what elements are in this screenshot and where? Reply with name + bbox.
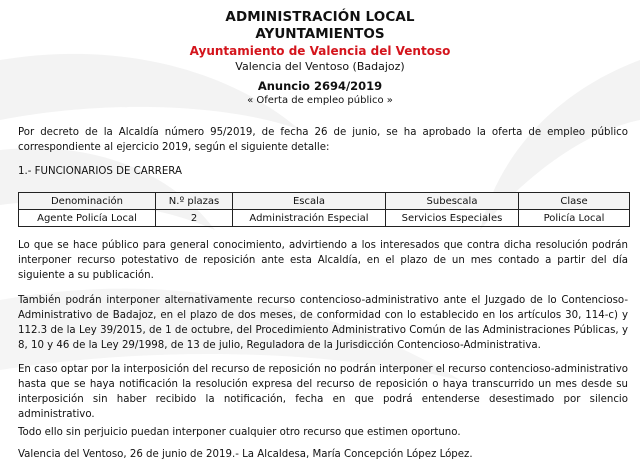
section-heading: 1.- FUNCIONARIOS DE CARRERA	[18, 166, 182, 177]
council-location: Valencia del Ventoso (Badajoz)	[235, 60, 405, 73]
positions-table	[18, 192, 630, 227]
section-title: AYUNTAMIENTOS	[255, 26, 385, 42]
col-header-subescala: Subescala	[386, 193, 519, 210]
cell-plazas: 2	[156, 210, 233, 227]
announcement-number: Anuncio 2694/2019	[257, 79, 383, 93]
admin-title: ADMINISTRACIÓN LOCAL	[225, 9, 415, 25]
cell-clase: Policía Local	[519, 210, 630, 227]
col-header-plazas: N.º plazas	[156, 193, 233, 210]
paragraph-decree: Por decreto de la Alcaldía número 95/2019, de fecha 26 de junio, se ha aprobado la oferta de empleo público correspondiente al ejercicio 2019, según el siguiente detalle:	[18, 127, 628, 153]
cell-denominacion: Agente Policía Local	[19, 210, 156, 227]
announcement-subtitle: « Oferta de empleo público »	[247, 95, 393, 106]
council-name: Ayuntamiento de Valencia del Ventoso	[189, 44, 451, 58]
cell-subescala: Servicios Especiales	[386, 210, 519, 227]
paragraph-contentious: También podrán interponer alternativamente recurso contencioso-administrativo ante el Juzgado de lo Contencioso-Administrativo de Badajoz, en el plazo de dos meses, de conformidad con lo establecido en los artículos 30, 114-c) y 112.3 de la Ley 39/2015, de 1 de octubre, del Procedimiento Administrativo Común de las Administraciones Públicas, y 8, 10 y 46 de la Ley 29/1998, de 13 de julio, Reguladora de la Jurisdicción Contencioso-Administrativa.	[18, 295, 628, 351]
paragraph-reposition: Lo que se hace público para general conocimiento, advirtiendo a los interesados que contra dicha resolución podrán interponer recurso potestativo de reposición ante esta Alcaldía, en el plazo de un mes contado a partir del día siguiente a su publicación.	[18, 240, 628, 281]
paragraph-silence: En caso optar por la interposición del recurso de reposición no podrán interponer el recurso contencioso-administrativo hasta que se haya notificación la resolución expresa del recurso de reposición o haya transcurrido un mes desde su interposición sin haber recibido la notificación, fecha en que podrá entenderse desestimado por silencio administrativo.	[18, 364, 629, 420]
col-header-denominacion: Denominación	[19, 193, 156, 210]
table-row	[19, 210, 630, 227]
col-header-escala: Escala	[233, 193, 386, 210]
table-header-row	[19, 193, 630, 210]
col-header-clase: Clase	[519, 193, 630, 210]
cell-escala: Administración Especial	[233, 210, 386, 227]
paragraph-other-remedies: Todo ello sin perjuicio puedan interponer cualquier otro recurso que estimen oportuno.	[18, 427, 461, 438]
signature-line: Valencia del Ventoso, 26 de junio de 2019.- La Alcaldesa, María Concepción López López.	[18, 449, 473, 460]
